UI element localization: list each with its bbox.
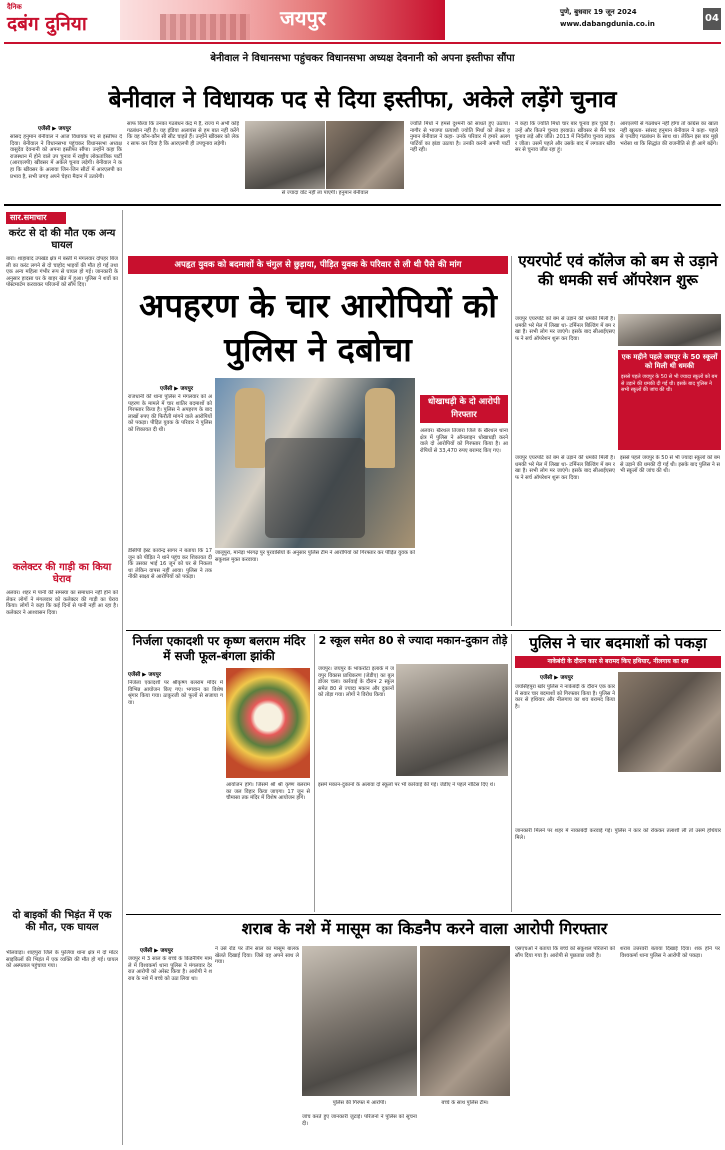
mid-rule xyxy=(126,630,721,631)
site-url: www.dabangdunia.co.in xyxy=(560,20,655,28)
story4-photo xyxy=(618,672,721,772)
sidebar-story-1-body: बारां। शाहाबाद उपखंड क्षेत्र में बस्ती में मंगलवार दोपहर बिजली का करंट लगने से दो चाहोद भाइयों की मौत हो गई तथा एक अन्य महिला गंभीर रूप से घायल हो गई। जानकारी के अनुसार हादसा घर के बाहर खेत में हुआ। पुलिस ने शवों का पोस्टमार्टम करवाकर परिजनों को सौंप दिए। xyxy=(6,256,118,289)
right-box-body: इससे पहले जयपुर के 50 से भी ज्यादा स्कूलों को बम से उड़ाने की धमकी दी गई थी। इसके बाद पुलिस ने सभी स्कूलों की जांच की थी। xyxy=(621,374,718,393)
story5-photo-1 xyxy=(302,946,417,1096)
skyline-art xyxy=(160,14,250,40)
right-box xyxy=(618,350,721,450)
lead-headline: बेनीवाल ने विधायक पद से दिया इस्तीफा, अकेले लड़ेंगे चुनाव xyxy=(108,86,617,113)
masthead-rule xyxy=(4,42,721,44)
fraud-sub-body: अलवर। खैरथल तिजारा जिले के खैरथल थाना क्षेत्र में पुलिस ने ऑनलाइन धोखाधड़ी करने वाले दो आरोपियों को गिरफ्तार किया है। आरोपियों से 33,470 रुपए बरामद किए गए। xyxy=(420,428,508,454)
story5-body-5: शराब उत्तरवरी बताया दिखाई दिया। शक होने पर विश्वकर्मा थाना पुलिस ने आरोपी को पकड़ा। xyxy=(620,946,720,959)
temple-photo xyxy=(226,668,310,778)
story5-caption-1: पुलिस की गिरफ्त में आरोपी। xyxy=(332,1100,387,1106)
story4-body-2: जानकारी मिलने पर शहर में नाकाबंदी करवाई गई। पुलिस ने कार को रोककर तलाशी ली तो उसमें हथियार मिले। xyxy=(515,828,721,841)
sidebar-story-2-title: कलेक्टर की गाड़ी का किया घेराव xyxy=(12,562,112,585)
right-body-3: इससे पहले जयपुर के 50 से भी ज्यादा स्कूलों को बम से उड़ाने की धमकी दी गई थी। इसके बाद पुलिस ने सभी स्कूलों की जांच की थी। xyxy=(620,455,720,475)
main-headline: अपहरण के चार आरोपियों को पुलिस ने दबोचा xyxy=(139,286,497,369)
story5-body-2: ने उसे रोड पर तीन साल का मासूम बालक खेलते दिखाई दिया। जिसे वह अपने साथ ले गया। xyxy=(215,946,299,966)
masthead xyxy=(0,0,725,40)
lead-photo-caption: से ज्यादा वोट नहीं ला पाएगी। हनुमान बेनीवाल xyxy=(281,190,369,196)
police-figure-2 xyxy=(365,388,395,468)
story2-divider xyxy=(314,634,315,912)
main-byline: एजेंसी ▶ जयपुर xyxy=(160,386,193,392)
fraud-sub-title: धोखाधड़ी के दो आरोपी गिरफ्तार xyxy=(420,395,508,423)
sidebar-divider xyxy=(122,210,123,1145)
lead-rule xyxy=(4,204,721,206)
story5-headline: शराब के नशे में मासूम का किडनैप करने वाला आरोपी गिरफ्तार xyxy=(241,919,608,938)
lead-photo xyxy=(245,121,325,189)
brand-logo: दबंग दुनिया xyxy=(7,13,87,35)
lead-col-3: ज्योति मिर्धा ने हमसे दुश्मनी को साधते हुए उठाया। नागौर से भाजपा प्रत्याशी ज्योति मिर्धा को लेकर हनुमान बेनीवाल ने कहा- उनके परिवार में हमारे अलग पार्टियों का झंडा उठाया है। उनकी करनी अपनी पार्टी नहीं रही। xyxy=(410,121,510,154)
city-banner xyxy=(120,0,445,40)
main-body-2: डीसीपी ईस्ट कावेन्द्र सागर ने बताया कि 17 जून को पीड़ित ने थाने पहुंच कर शिकायत दी कि उसका भाई 16 जून को घर से निकला था लेकिन वापस नहीं आया। पुलिस ने तकनीकी साक्ष्य से आरोपियों को पकड़ा। xyxy=(128,548,212,581)
story2-body-1: निर्जला एकादशी पर श्रीकृष्ण बलराम मंदिर में विभिन्न आयोजन किए गए। भगवान का विशेष श्रृंगार किया गया। ठाकुरजी को फूलों से सजाया गया। xyxy=(128,680,223,706)
story5-body-1: जयपुर में 3 साल के बच्चे के किडनैपिंग मामले में विश्वकर्मा थाना पुलिस ने मंगलवार देर रात आरोपी को अरेस्ट किया है। आरोपी ने शराब के नशे में बच्चे को उठा लिया था। xyxy=(128,956,212,982)
sidebar-section-tab: सार.समाचार xyxy=(6,212,66,224)
main-photo-caption: जालूपुरा, मानेड़ा भेरगढ़ पुर पुरवासियों के अनुसार पुलिस टीम ने आरोपियों को गिरफ्तार कर पीड़ित युवक को सकुशल मुक्त करवाया। xyxy=(215,550,415,563)
story4-body: जयसिंहपुरा खोर पुलिस ने नाकेबंदी के दौरान एक कार में सवार चार बदमाशों को गिरफ्तार किया है। पुलिस ने कार से हथियार और नीलगाय का शव बरामद किया है। xyxy=(515,684,615,710)
lead-col-1: सांसद हनुमान बेनीवाल ने आज विधायक पद से इस्तीफा दे दिया। बेनीवाल ने विधानसभा पहुंचकर विधानसभा अध्यक्ष वासुदेव देवनानी को अपना इस्तीफा सौंपा। उन्होंने कहा कि राजस्थान में होने वाले उप चुनाव में राष्ट्रीय लोकतांत्रिक पार्टी (आरएलपी) खींवसर में अकेले चुनाव लड़ेगी। बेनीवाल ने कहा कि खींवसर के अलावा जिन-जिन सीटों में आरएलपी का प्रभाव है, सभी जगह अपने चेहरा मैदान में उतारेगी। xyxy=(10,134,122,180)
sidebar-story-3-body: भीलवाड़ा। शाहपुरा जिले के फुलिया थाना क्षेत्र में दो मोटरसाइकिलों की भिड़ंत में एक व्यक्ति की मौत हो गई। घायल को अस्पताल पहुंचाया गया। xyxy=(6,950,118,970)
city-label: जयपुर xyxy=(280,6,326,30)
lead-col-2: साफ किया कि उनका गठबंधन केंद्र में है, राज्य में अभी कोई गठबंधन नहीं है। यह इंडिया अलायंस से हम बात नहीं करेंगे कि वह कौन-कौन सी सीट चाहते हैं। उन्होंने खींवसर को लेकर साफ कर दिया है कि आरएलपी ही उपचुनाव लड़ेगी। xyxy=(127,121,239,147)
right-body: जयपुर एयरपोर्ट को बम से उड़ाने की धमकी मिली है। धमकी भरे मेल में लिखा था- टर्मिनल बिल्डिंग में बम रखा है। सभी लोग मर जाएंगे। इसके बाद सीआईएसएफ ने सर्च ऑपरेशन शुरू कर दिया। xyxy=(515,316,615,342)
story5-body-4: एसएचओ ने बताया कि बच्चे को सकुशल परिजनों को सौंप दिया गया है। आरोपी से पूछताछ जारी है। xyxy=(515,946,615,959)
main-photo xyxy=(215,378,415,548)
main-banner: अपहृत युवक को बदमाशों के चंगुल से छुड़ाया, पीड़ित युवक के परिवार से ली थी पैसे की मांग xyxy=(128,256,508,274)
story3-headline: 2 स्कूल समेत 80 से ज्यादा मकान-दुकान तोड़े xyxy=(318,634,508,647)
story5-byline: एजेंसी ▶ जयपुर xyxy=(140,948,173,954)
story3-body: जयपुर। जयपुर के भांकरोटा इलाके में जयपुर विकास प्राधिकरण (जेडीए) का बुलडोजर चला। कार्रवाई के दौरान 2 स्कूल समेत 80 से ज्यादा मकान और दुकानों को तोड़ा गया। लोगों ने विरोध किया। xyxy=(318,666,394,699)
story4-subhead: नाकेबंदी के दौरान कार से बरामद किए हथियार, नीलगाय का शव xyxy=(515,656,721,668)
sidebar-story-2-body: अलवर। शहर में पानी की समस्या का समाधान नहीं होने को लेकर लोगों ने मंगलवार को कलेक्टर की गाड़ी का घेराव किया। लोगों ने कहा कि कई दिनों से पानी नहीं आ रहा है। कलेक्टर ने आश्वासन दिया। xyxy=(6,590,118,616)
story2-body-2: आयोजन होंगे। जिसमें श्री श्री कृष्ण बलराम का जल विहार किया जाएगा। 17 जून से चौमासा तक मंदिर में विशेष आयोजन होंगे। xyxy=(226,782,310,802)
top-strip: बेनीवाल ने विधानसभा पहुंचकर विधानसभा अध्यक्ष देवनानी को अपना इस्तीफा सौंपा xyxy=(210,53,515,64)
lead-col-5: आरएलपी से गठबंधन नहीं होगा तो कांग्रेस का खाता नहीं खुलता- सांसद हनुमान बेनीवाल ने कहा- पहले से एनडीए गठबंधन के साथ था। लेकिन इस बार मुझे भरोसा था कि सिद्धांत की राजनीति से ही आगे बढ़ेंगे। xyxy=(620,121,718,147)
airport-photo xyxy=(618,314,721,346)
story2-byline: एजेंसी ▶ जयपुर xyxy=(128,672,161,678)
date-line: पुणे, बुधवार 19 जून 2024 xyxy=(560,8,637,16)
lead-photo-2 xyxy=(326,121,404,189)
lead-col-4: ने कहा कि ज्योति मिर्धा चार बार चुनाव हार चुकी हैं। उन्हें और कितने चुनाव हरवाऊं। खींवसर से मैंने चार चुनाव लड़े और जीते। 2013 में निर्दलीय चुनाव लड़कर जीता। उसमें पहले और उसके बाद में लगातार खींवसर से चुनाव जीत रहा हूं। xyxy=(515,121,615,154)
right-box-title: एक महीने पहले जयपुर के 50 स्कूलों को मिली थी धमकी xyxy=(621,353,718,370)
accused-figures xyxy=(265,438,365,538)
right-body-2: जयपुर एयरपोर्ट को बम से उड़ाने की धमकी मिली है। धमकी भरे मेल में लिखा था- टर्मिनल बिल्डिंग में बम रखा है। सभी लोग मर जाएंगे। इसके बाद सीआईएसएफ ने सर्च ऑपरेशन शुरू कर दिया। xyxy=(515,455,615,481)
story4-headline: पुलिस ने चार बदमाशों को पकड़ा xyxy=(529,634,707,652)
story5-caption-2: बच्चे के साथ पुलिस टीम। xyxy=(441,1100,489,1106)
sidebar-story-1-title: करंट से दो की मौत एक अन्य घायल xyxy=(8,228,116,251)
story5-body-3: जांच करते हुए जानकारी जुटाई। परिजनों ने पुलिस को सूचना दी। xyxy=(302,1114,417,1127)
police-figure-1 xyxy=(235,388,265,468)
sidebar-story-3-title: दो बाइकों की भिड़ंत में एक की मौत, एक घायल xyxy=(12,910,112,933)
right-headline: एयरपोर्ट एवं कॉलेज को बम से उड़ाने की धमकी सर्च ऑपरेशन शुरू xyxy=(518,252,718,289)
story3-divider xyxy=(511,634,512,912)
brand-small: दैनिक xyxy=(7,3,22,11)
demolition-photo xyxy=(396,664,508,776)
main-body-1: राजधानी की थाना पुलिस ने मंगलवार को अपहरण के मामले में चार शातिर बदमाशों को गिरफ्तार किया है। पुलिस ने अपहरण के बाद लाखों रुपए की फिरौती मांगने वाले आरोपियों को पकड़ा। पीड़ित युवक के परिवार ने पुलिस को शिकायत दी थी। xyxy=(128,394,212,433)
page-number: 04 xyxy=(703,8,721,30)
story4-byline: एजेंसी ▶ जयपुर xyxy=(540,675,573,681)
lead-byline: एजेंसी ▶ जयपुर xyxy=(38,126,71,132)
story3-body-2: इसमें मकान-दुकानों के अलावा दो स्कूलों पर भी कार्रवाई की गई। जेडीए ने पहले नोटिस दिए थे। xyxy=(318,782,495,788)
story5-photo-2 xyxy=(420,946,510,1096)
main-right-divider xyxy=(511,256,512,626)
story2-headline: निर्जला एकादशी पर कृष्ण बलराम मंदिर में सजी फूल-बंगला झांकी xyxy=(132,634,306,663)
bottom-rule xyxy=(126,914,721,915)
